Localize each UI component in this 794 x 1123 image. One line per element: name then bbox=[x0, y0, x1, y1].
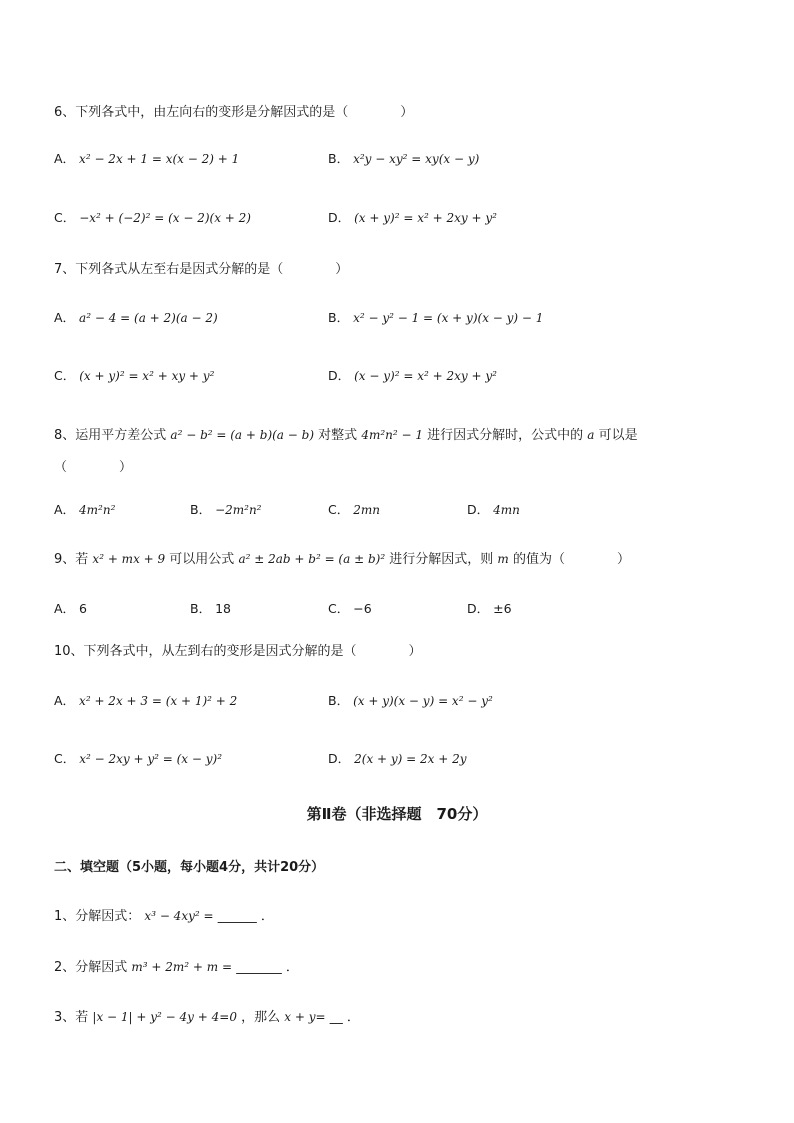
option-expr: 2mn bbox=[353, 503, 380, 517]
option-label: A． bbox=[54, 601, 76, 616]
option-expr: x²y − xy² = xy(x − y) bbox=[353, 152, 480, 166]
option-label: B． bbox=[328, 151, 350, 166]
q7-option-b[interactable] bbox=[328, 308, 543, 326]
q9-stem-part: 9、若 bbox=[54, 552, 89, 567]
q6-option-d[interactable] bbox=[328, 208, 497, 226]
q6-option-a[interactable] bbox=[54, 149, 239, 167]
option-expr: −2m²n² bbox=[215, 503, 262, 517]
q7-option-d[interactable] bbox=[328, 366, 497, 384]
option-label: B． bbox=[190, 601, 212, 616]
option-expr: (x − y)² = x² + 2xy + y² bbox=[354, 369, 497, 383]
option-label: A． bbox=[54, 310, 76, 325]
q10-stem: 10、下列各式中，从左到右的变形是因式分解的是（ ） bbox=[54, 644, 422, 659]
part2-title: 第Ⅱ卷（非选择题 70分） bbox=[306, 805, 488, 823]
option-expr: x² − 2xy + y² = (x − y)² bbox=[79, 752, 223, 766]
q9-option-a[interactable] bbox=[54, 599, 87, 617]
q8-formula: a² − b² = (a + b)(a − b) bbox=[170, 428, 315, 442]
q10-option-b[interactable] bbox=[328, 691, 493, 709]
option-label: C． bbox=[54, 751, 76, 766]
option-expr: a² − 4 = (a + 2)(a − 2) bbox=[79, 311, 218, 325]
option-expr: (x + y)(x − y) = x² − y² bbox=[353, 694, 493, 708]
q8-option-a[interactable] bbox=[54, 500, 115, 518]
q8-stem bbox=[54, 424, 638, 443]
option-label: D． bbox=[467, 502, 490, 517]
q9-stem-part: 可以用公式 bbox=[169, 552, 235, 567]
q9-var: m bbox=[497, 552, 509, 566]
fill-q3-blank[interactable]: __ bbox=[329, 1010, 343, 1025]
fill-q2-end: ． bbox=[285, 960, 299, 975]
fill-q3-expr2: x + y= bbox=[284, 1010, 326, 1024]
q6-option-b[interactable] bbox=[328, 149, 479, 167]
q8-stem-part: 进行因式分解时，公式中的 bbox=[427, 428, 584, 443]
fill-q1 bbox=[54, 905, 274, 924]
q8-option-d[interactable] bbox=[467, 500, 520, 518]
option-expr: −6 bbox=[353, 601, 372, 616]
option-expr: ±6 bbox=[493, 601, 512, 616]
fill-q3-end: ． bbox=[346, 1010, 360, 1025]
fill-q3-stem: 3、若 bbox=[54, 1010, 89, 1025]
q10-option-a[interactable] bbox=[54, 691, 237, 709]
fill-q1-expr: x³ − 4xy² = bbox=[144, 909, 214, 923]
option-label: A． bbox=[54, 502, 76, 517]
q9-option-d[interactable] bbox=[467, 599, 512, 617]
q7-stem: 7、下列各式从左至右是因式分解的是（ ） bbox=[54, 262, 349, 277]
q8-var: a bbox=[587, 428, 595, 442]
q9-option-b[interactable] bbox=[190, 599, 231, 617]
q8-option-c[interactable] bbox=[328, 500, 380, 518]
option-expr: x² − y² − 1 = (x + y)(x − y) − 1 bbox=[353, 311, 544, 325]
q7-option-c[interactable] bbox=[54, 366, 214, 384]
option-expr: 4m²n² bbox=[79, 503, 116, 517]
option-label: A． bbox=[54, 693, 76, 708]
fill-q2-stem: 2、分解因式 bbox=[54, 960, 128, 975]
q8-option-b[interactable] bbox=[190, 500, 261, 518]
q8-expr: 4m²n² − 1 bbox=[361, 428, 423, 442]
q8-stem-part: 可以是 bbox=[598, 428, 638, 443]
q8-stem-part: 8、运用平方差公式 bbox=[54, 428, 167, 443]
q10-option-c[interactable] bbox=[54, 749, 222, 767]
option-label: C． bbox=[328, 601, 350, 616]
option-expr: 6 bbox=[79, 601, 87, 616]
q9-stem-part: 的值为（ ） bbox=[512, 552, 630, 567]
option-expr: x² − 2x + 1 = x(x − 2) + 1 bbox=[79, 152, 240, 166]
option-label: B． bbox=[328, 693, 350, 708]
q7-option-a[interactable] bbox=[54, 308, 218, 326]
option-label: D． bbox=[328, 210, 351, 225]
q8-stem-part: 对整式 bbox=[318, 428, 358, 443]
option-expr: −x² + (−2)² = (x − 2)(x + 2) bbox=[79, 211, 251, 225]
q9-formula: a² ± 2ab + b² = (a ± b)² bbox=[238, 552, 386, 566]
fill-section-heading: 二、填空题（5小题，每小题4分，共计20分） bbox=[54, 860, 325, 875]
option-expr: x² + 2x + 3 = (x + 1)² + 2 bbox=[79, 694, 238, 708]
option-expr: 18 bbox=[215, 601, 231, 616]
option-label: C． bbox=[328, 502, 350, 517]
fill-q1-blank[interactable]: ______ bbox=[217, 909, 257, 924]
option-label: B． bbox=[190, 502, 212, 517]
option-label: B． bbox=[328, 310, 350, 325]
q10-option-d[interactable] bbox=[328, 749, 467, 767]
fill-q1-stem: 1、分解因式： bbox=[54, 909, 141, 924]
q6-option-c[interactable] bbox=[54, 208, 251, 226]
q8-answer-paren: （ ） bbox=[54, 460, 133, 475]
option-label: D． bbox=[467, 601, 490, 616]
option-label: D． bbox=[328, 368, 351, 383]
q6-stem: 6、下列各式中，由左向右的变形是分解因式的是（ ） bbox=[54, 105, 414, 120]
q9-stem-part: 进行分解因式，则 bbox=[389, 552, 494, 567]
option-expr: (x + y)² = x² + 2xy + y² bbox=[354, 211, 497, 225]
fill-q3 bbox=[54, 1006, 360, 1025]
option-label: D． bbox=[328, 751, 351, 766]
fill-q3-expr: |x − 1| + y² − 4y + 4=0 bbox=[92, 1010, 237, 1024]
fill-q2-blank[interactable]: _______ bbox=[236, 960, 282, 975]
option-expr: 2(x + y) = 2x + 2y bbox=[354, 752, 467, 766]
fill-q1-end: ． bbox=[260, 909, 274, 924]
q9-expr: x² + mx + 9 bbox=[92, 552, 166, 566]
fill-q2-expr: m³ + 2m² + m = bbox=[131, 960, 233, 974]
fill-q2 bbox=[54, 956, 299, 975]
option-expr: 4mn bbox=[493, 503, 520, 517]
fill-q3-mid: ，那么 bbox=[241, 1010, 281, 1025]
q9-stem bbox=[54, 548, 630, 567]
option-label: C． bbox=[54, 210, 76, 225]
q9-option-c[interactable] bbox=[328, 599, 372, 617]
option-label: C． bbox=[54, 368, 76, 383]
option-label: A． bbox=[54, 151, 76, 166]
option-expr: (x + y)² = x² + xy + y² bbox=[79, 369, 215, 383]
